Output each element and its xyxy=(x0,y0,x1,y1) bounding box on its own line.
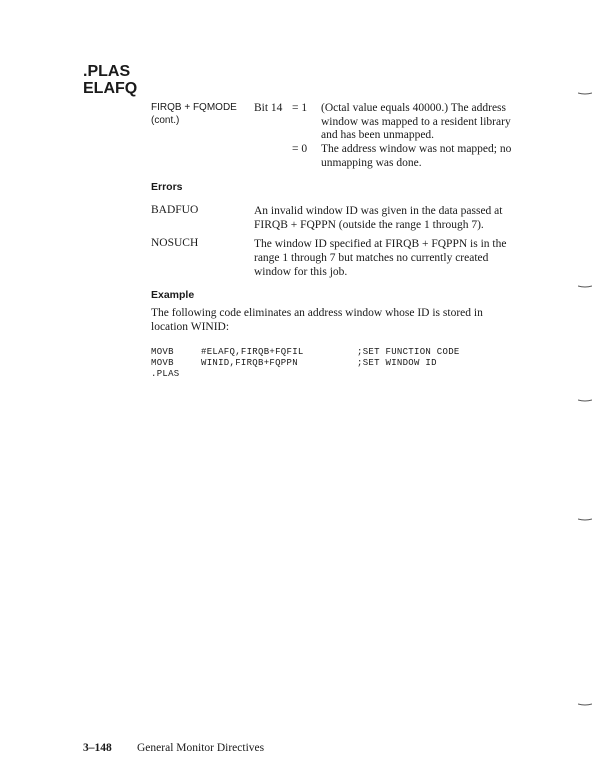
parameter-name xyxy=(151,101,237,127)
footer-title: General Monitor Directives xyxy=(137,742,265,754)
parameter-name-text: FIRQB + FQMODE xyxy=(151,102,237,113)
desc-line: An invalid window ID was given in the data passed at xyxy=(254,205,503,217)
para-line: The following code eliminates an address window whose ID is stored in xyxy=(151,307,483,319)
code-op: MOVB xyxy=(151,347,174,357)
desc-line: FIRQB + FQPPN (outside the range 1 through 7). xyxy=(254,219,484,231)
desc-line: (Octal value equals 40000.) The address xyxy=(321,102,507,114)
bit-value-0-description xyxy=(321,143,539,170)
desc-line: The address window was not mapped; no xyxy=(321,143,512,155)
para-line: location WINID: xyxy=(151,321,230,333)
bit-value-1: = 1 xyxy=(292,102,308,114)
bit-value-1-description xyxy=(321,102,539,143)
example-heading: Example xyxy=(151,289,195,301)
desc-line: range 1 through 7 but matches no currently created xyxy=(254,252,489,264)
binding-tick-mark xyxy=(578,518,590,520)
code-op: MOVB xyxy=(151,358,174,368)
bit-value-0: = 0 xyxy=(292,143,308,155)
binding-tick-mark xyxy=(578,92,590,94)
code-arg: WINID,FIRQB+FQPPN xyxy=(201,358,298,368)
example-paragraph xyxy=(151,306,538,334)
desc-line: unmapping was done. xyxy=(321,156,422,169)
page-number: 3–148 xyxy=(83,742,112,754)
desc-line: The window ID specified at FIRQB + FQPPN is in the xyxy=(254,238,507,250)
binding-tick-mark xyxy=(578,703,590,705)
page-title-line2: ELAFQ xyxy=(83,80,138,97)
binding-tick-mark xyxy=(578,285,590,287)
desc-line: window was mapped to a resident library xyxy=(321,115,511,128)
errors-heading: Errors xyxy=(151,181,183,193)
parameter-cont: (cont.) xyxy=(151,115,180,126)
error-description xyxy=(254,237,538,279)
error-name: NOSUCH xyxy=(151,237,199,249)
code-arg: #ELAFQ,FIRQB+FQFIL xyxy=(201,347,304,357)
code-comment: ;SET FUNCTION CODE xyxy=(357,347,460,357)
desc-line: window for this job. xyxy=(254,266,348,278)
binding-tick-mark xyxy=(578,399,590,401)
page-title-line1: .PLAS xyxy=(83,63,131,80)
error-description xyxy=(254,204,538,232)
code-comment: ;SET WINDOW ID xyxy=(357,358,437,368)
desc-line: and has been unmapped. xyxy=(321,129,435,142)
error-name: BADFUO xyxy=(151,204,199,216)
bit-label: Bit 14 xyxy=(254,102,283,114)
code-op: .PLAS xyxy=(151,369,180,379)
